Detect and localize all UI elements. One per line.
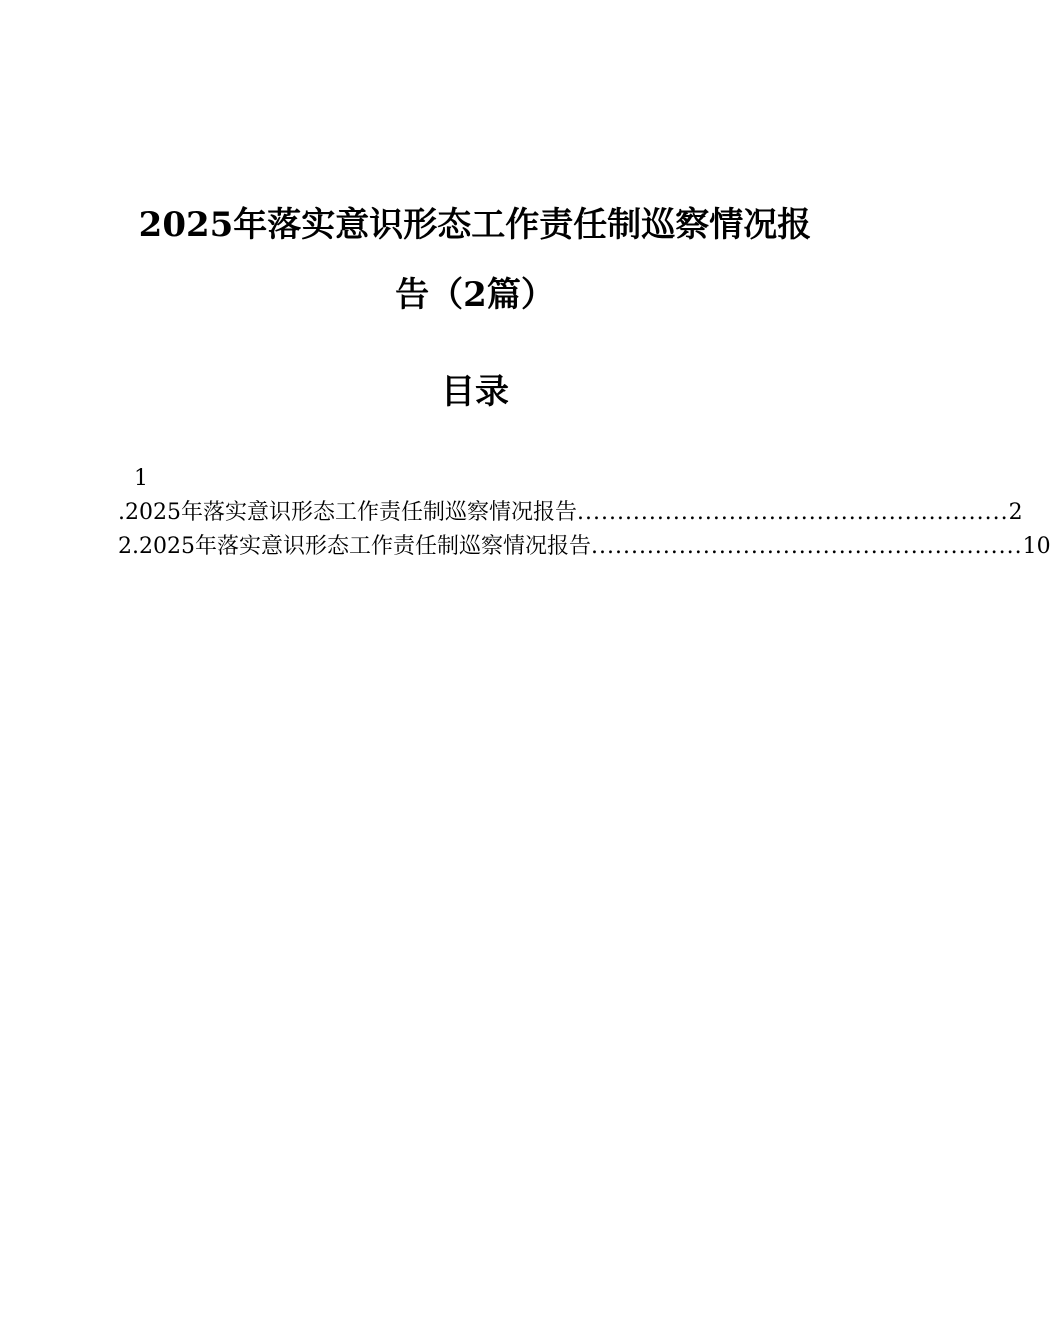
toc-entry-1-label: .2025年落实意识形态工作责任制巡察情况报告 xyxy=(118,500,577,525)
toc-entry-2-leader: ...................................................... xyxy=(590,534,1023,559)
toc-entry-1[interactable] xyxy=(118,496,1023,530)
toc-entry-2[interactable] xyxy=(118,530,1051,564)
title-line-2: 告（2篇） xyxy=(395,275,555,315)
toc-heading: 目录 xyxy=(441,372,509,412)
toc-entry-1-number: 1 xyxy=(134,466,148,491)
toc-entry-1-leader: ...................................................... xyxy=(576,500,1009,525)
title-line-1: 2025年落实意识形态工作责任制巡察情况报 xyxy=(138,205,812,245)
toc-entry-1-page: 2 xyxy=(1008,500,1023,525)
toc-entry-2-label: 2.2025年落实意识形态工作责任制巡察情况报告 xyxy=(118,534,591,559)
toc-entry-2-page: 10 xyxy=(1022,534,1051,559)
table-of-contents xyxy=(118,462,1051,564)
document-title xyxy=(110,190,840,330)
